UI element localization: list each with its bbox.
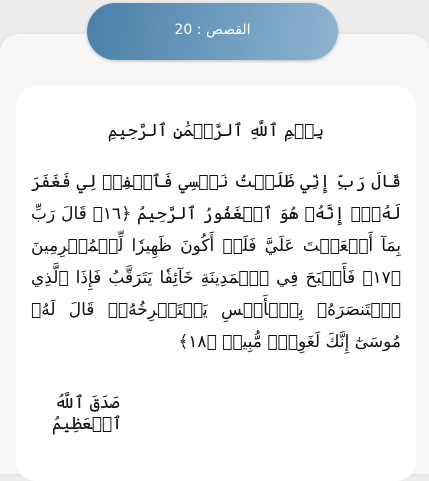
surah-title-pill	[87, 3, 338, 60]
bismillah: بِسۡمِ ٱللَّهِ ٱلرَّحۡمَٰنِ ٱلرَّحِيمِ	[107, 121, 325, 141]
verses-text: قَالَ رَبِّ إِنِّي ظَلَمۡتُ نَفۡسِي فَٱغۡفِرۡ لِي فَغَفَرَ لَهُۥٓۚ إِنَّهُۥ هُوَ ٱلۡغَفُورُ ٱلرَّحِيمُ ﴿١٦﴾ قَالَ رَبِّ بِمَآ أَنۡعَمۡتَ عَلَيَّ فَلَنۡ أَكُونَ ظَهِيرٗا لِّلۡمُجۡرِمِينَ ﴿١٧﴾ فَأَصۡبَحَ فِي ٱلۡمَدِينَةِ خَآئِفٗا يَتَرَقَّبُ فَإِذَا ٱلَّذِي ٱسۡتَنصَرَهُۥ بِٱلۡأَمۡسِ يَسۡتَصۡرِخُهُۥۚ قَالَ لَهُۥ مُوسَىٰٓ إِنَّكَ لَغَوِيّٞ مُّبِينٞ ﴿١٨﴾	[31, 172, 401, 352]
surah-title: القصص : 20	[174, 22, 251, 38]
closing-phrase: صَدَقَ ٱللَّهُ ٱلۡعَظِيمُ	[51, 393, 123, 434]
verses-card	[16, 86, 416, 481]
